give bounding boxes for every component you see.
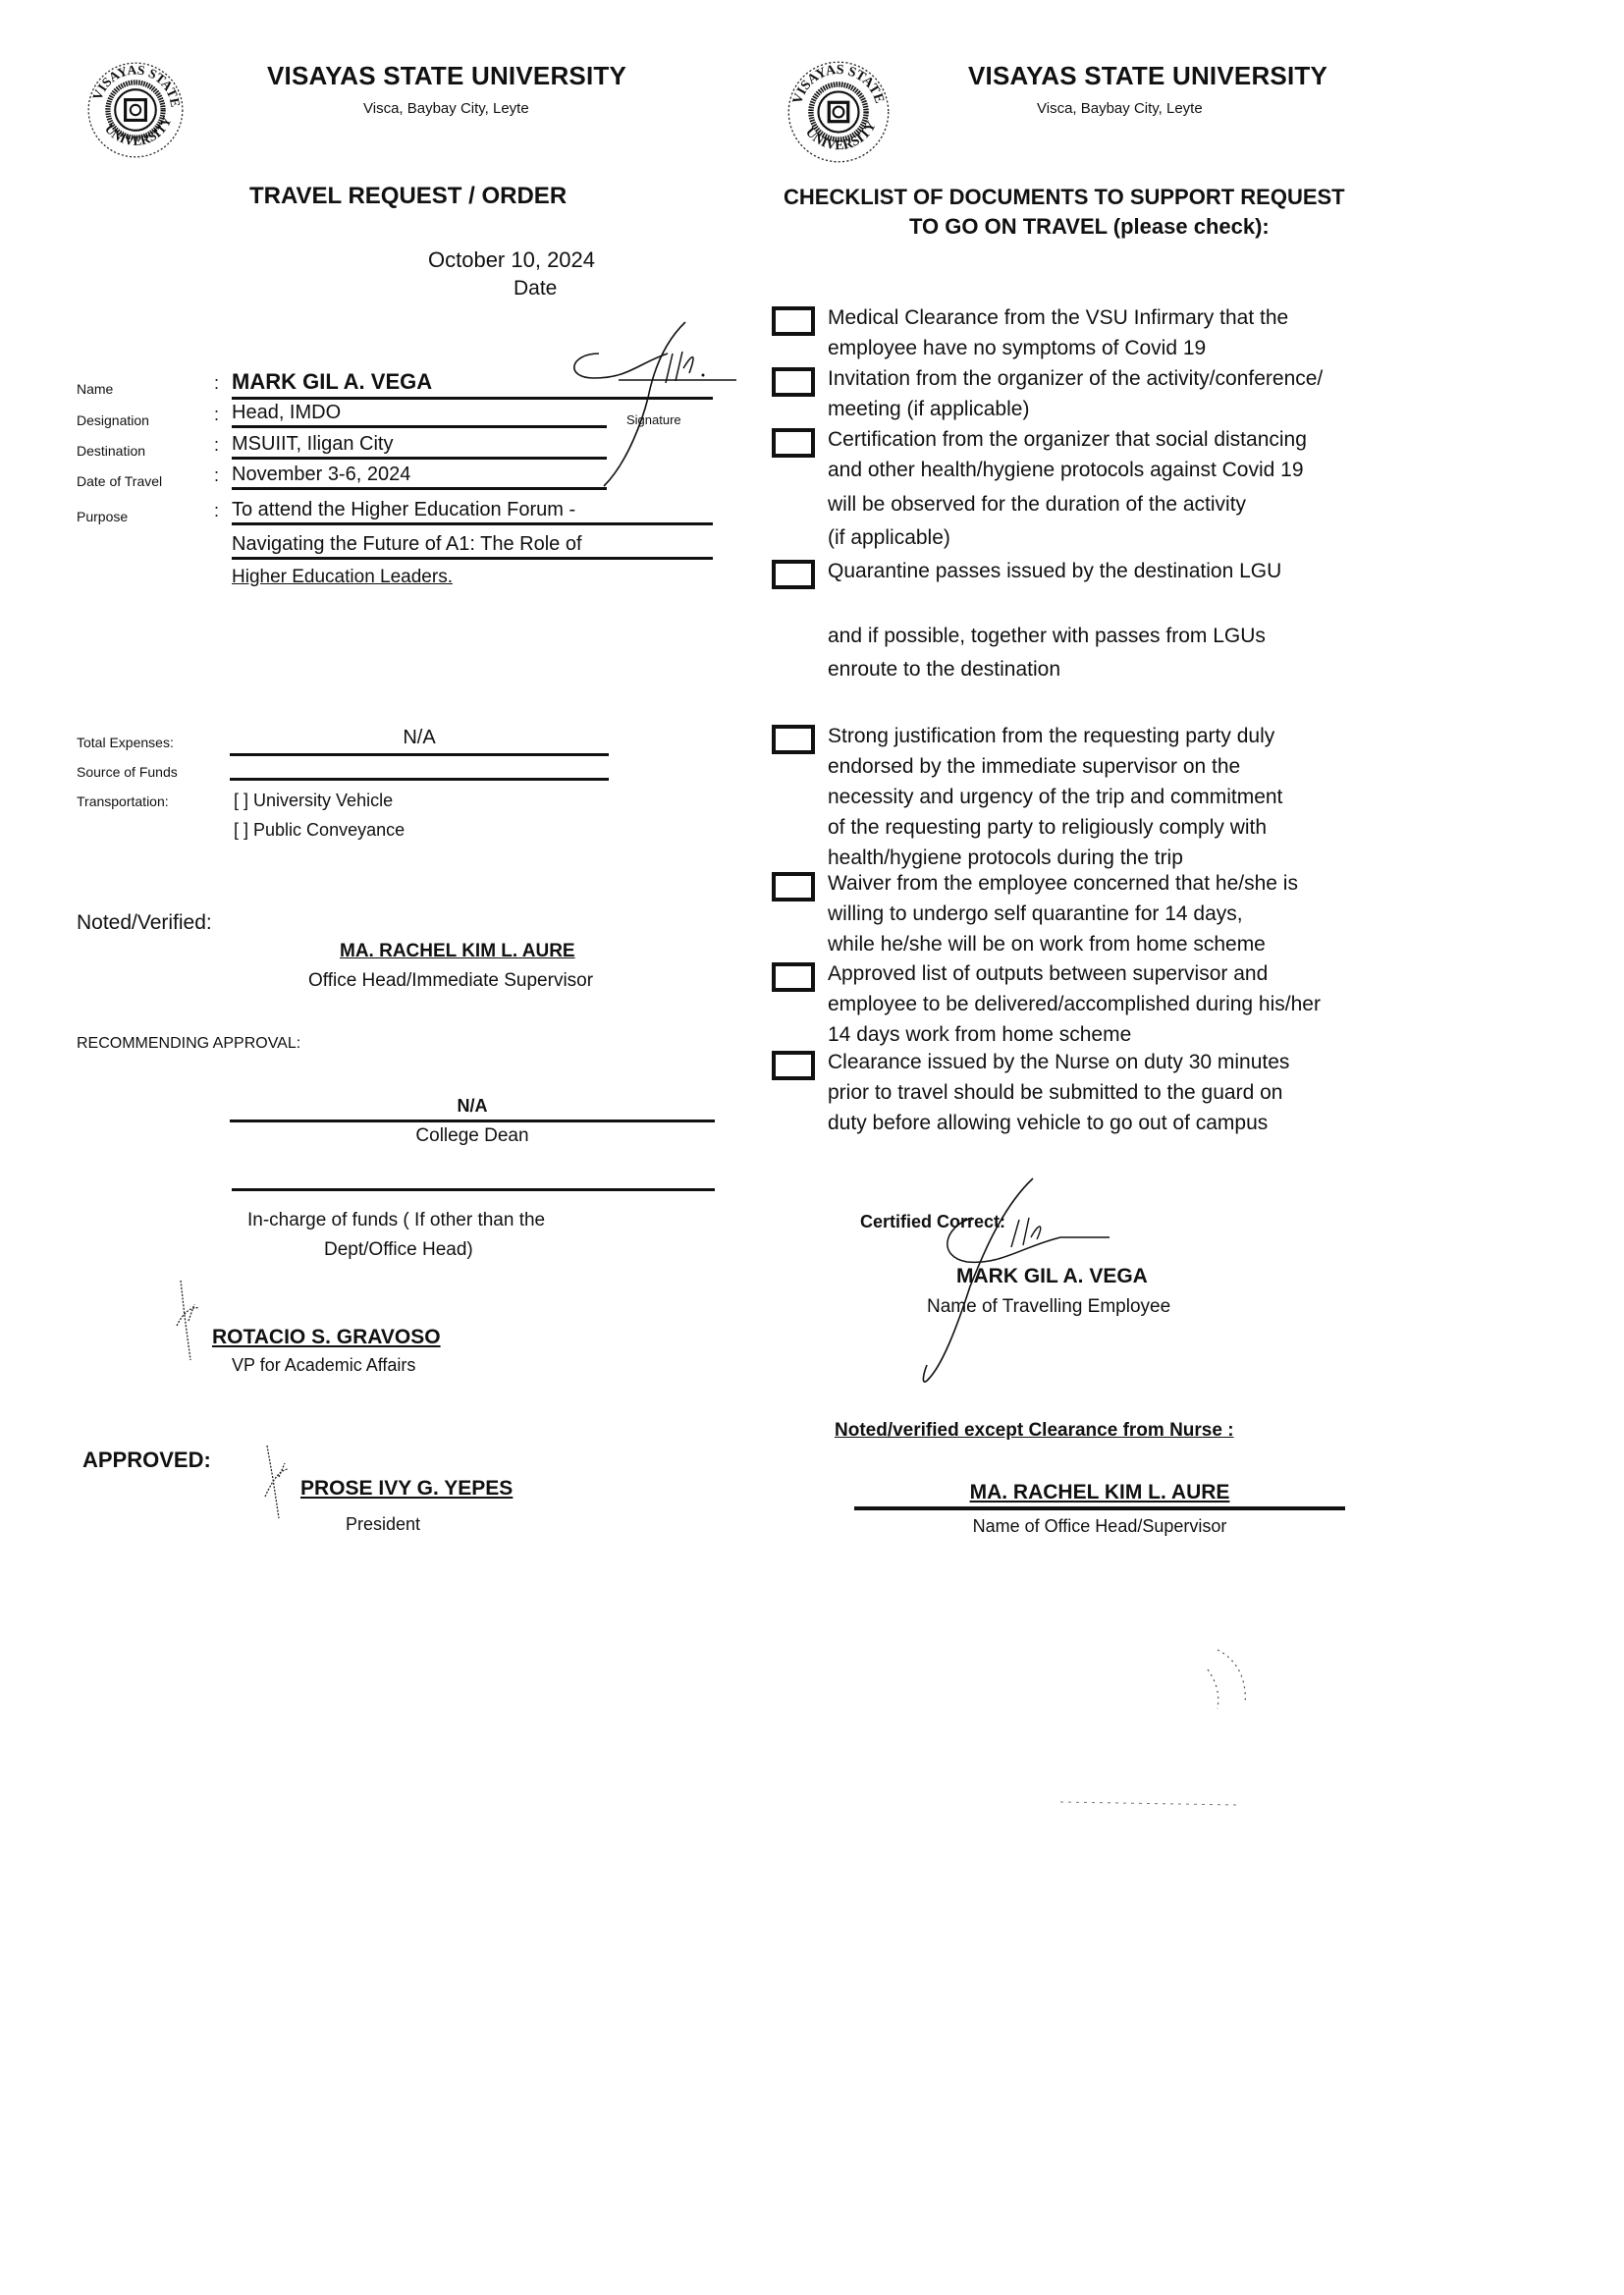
svg-text:VISAYAS STATE: VISAYAS STATE: [789, 62, 888, 106]
destination-field[interactable]: MSUIIT, Iligan City: [232, 433, 607, 460]
checklist-item-text: Approved list of outputs between supervisor and: [828, 962, 1269, 985]
date-label: Date: [514, 277, 558, 300]
noted-except-nurse-label: Noted/verified except Clearance from Nurse :: [835, 1420, 1234, 1441]
president-name: PROSE IVY G. YEPES: [300, 1477, 514, 1500]
form-title: TRAVEL REQUEST / ORDER: [249, 183, 568, 209]
college-dean-title: College Dean: [415, 1125, 529, 1146]
funds-in-charge-label-1: In-charge of funds ( If other than the: [247, 1210, 546, 1230]
checklist-checkbox[interactable]: [772, 1051, 815, 1080]
noted-verified-label: Noted/Verified:: [77, 911, 212, 934]
checklist-title-line-1: CHECKLIST OF DOCUMENTS TO SUPPORT REQUEST: [784, 185, 1345, 209]
svg-text:UNIVERSITY: UNIVERSITY: [802, 118, 880, 154]
office-head-signature-block: [854, 1481, 1345, 1537]
checklist-item-text: Clearance issued by the Nurse on duty 30 minutes: [828, 1051, 1290, 1073]
university-seal-logo: [84, 59, 187, 161]
designation-field[interactable]: Head, IMDO: [232, 402, 607, 428]
checklist-item-text: will be observed for the duration of the activity: [828, 493, 1247, 516]
checklist-item-text: prior to travel should be submitted to the guard on: [828, 1081, 1283, 1104]
checkbox-bracket[interactable]: [ ]: [234, 791, 249, 810]
designation-label: Designation: [77, 412, 149, 428]
noted-supervisor-name: MA. RACHEL KIM L. AURE: [340, 941, 575, 961]
checklist-item-text: endorsed by the immediate supervisor on the: [828, 755, 1241, 778]
checklist-item-text: and if possible, together with passes from LGUs: [828, 625, 1266, 647]
checklist-title-line-2: TO GO ON TRAVEL (please check):: [909, 214, 1270, 239]
checklist-item-text: and other health/hygiene protocols against Covid 19: [828, 459, 1304, 481]
transportation-label: Transportation:: [77, 793, 169, 809]
vp-name: ROTACIO S. GRAVOSO: [212, 1326, 441, 1348]
date-of-travel-field[interactable]: November 3-6, 2024: [232, 464, 607, 490]
checklist-item-text: of the requesting party to religiously comply with: [828, 816, 1268, 839]
request-date: October 10, 2024: [428, 247, 596, 272]
source-of-funds-field[interactable]: [230, 758, 609, 781]
checklist-item-text: Certification from the organizer that social distancing: [828, 428, 1307, 451]
checkbox-bracket[interactable]: [ ]: [234, 820, 249, 840]
total-expenses-label: Total Expenses:: [77, 735, 174, 750]
colon: :: [214, 465, 220, 485]
checklist-item-text: Quarantine passes issued by the destination LGU: [828, 560, 1282, 582]
checklist-checkbox[interactable]: [772, 367, 815, 397]
transport-option-label: University Vehicle: [253, 791, 394, 810]
checklist-item-text: meeting (if applicable): [828, 398, 1030, 420]
vp-initial-signature: [169, 1277, 218, 1375]
college-dean-name: N/A: [230, 1096, 715, 1122]
funds-in-charge-label-2: Dept/Office Head): [324, 1239, 473, 1260]
checklist-item-text: Invitation from the organizer of the activity/conference/: [828, 367, 1324, 390]
transport-option-public-conveyance[interactable]: [234, 820, 405, 841]
checklist-checkbox[interactable]: [772, 872, 815, 902]
university-seal-logo: [785, 59, 892, 165]
colon: :: [214, 405, 220, 424]
checklist-checkbox[interactable]: [772, 725, 815, 754]
checklist-item-text: (if applicable): [828, 526, 950, 549]
date-of-travel-label: Date of Travel: [77, 473, 163, 489]
checklist-item-text: necessity and urgency of the trip and commitment: [828, 786, 1283, 808]
colon: :: [214, 501, 220, 520]
total-expenses-field[interactable]: N/A: [230, 727, 609, 756]
checklist-item-text: Medical Clearance from the VSU Infirmary that the: [828, 306, 1289, 329]
university-address: Visca, Baybay City, Leyte: [363, 100, 529, 117]
noted-supervisor-title: Office Head/Immediate Supervisor: [308, 970, 594, 991]
vp-title: VP for Academic Affairs: [232, 1355, 416, 1375]
checklist-item-text: while he/she will be on work from home scheme: [828, 933, 1266, 956]
checklist-checkbox[interactable]: [772, 962, 815, 992]
checklist-checkbox[interactable]: [772, 560, 815, 589]
colon: :: [214, 435, 220, 455]
checklist-item-text: Waiver from the employee concerned that he/she is: [828, 872, 1298, 895]
purpose-line-2[interactable]: Navigating the Future of A1: The Role of: [232, 533, 713, 560]
university-name: VISAYAS STATE UNIVERSITY: [968, 61, 1328, 90]
source-of-funds-label: Source of Funds: [77, 764, 178, 780]
checklist-item-text: duty before allowing vehicle to go out of campus: [828, 1112, 1269, 1134]
checklist-checkbox[interactable]: [772, 306, 815, 336]
purpose-label: Purpose: [77, 509, 129, 524]
office-head-title: Name of Office Head/Supervisor: [972, 1516, 1227, 1536]
checklist-item-text: employee have no symptoms of Covid 19: [828, 337, 1207, 359]
purpose-line-3[interactable]: Higher Education Leaders.: [232, 567, 453, 587]
certified-employee-title: Name of Travelling Employee: [927, 1296, 1171, 1317]
transport-option-university-vehicle[interactable]: [234, 791, 393, 811]
destination-label: Destination: [77, 443, 146, 459]
checklist-checkbox[interactable]: [772, 428, 815, 458]
purpose-line-1[interactable]: To attend the Higher Education Forum -: [232, 499, 713, 525]
checklist-item-text: willing to undergo self quarantine for 14 days,: [828, 902, 1243, 925]
checklist-item-text: health/hygiene protocols during the trip: [828, 847, 1183, 869]
funds-in-charge-signature-line: [232, 1188, 715, 1191]
recommending-approval-label: RECOMMENDING APPROVAL:: [77, 1035, 301, 1052]
signature-label: Signature: [626, 412, 681, 427]
checklist-item-text: 14 days work from home scheme: [828, 1023, 1132, 1046]
name-field[interactable]: MARK GIL A. VEGA: [232, 369, 713, 400]
certified-employee-name: MARK GIL A. VEGA: [956, 1265, 1148, 1287]
approved-label: APPROVED:: [82, 1448, 211, 1472]
certified-correct-label: Certified Correct:: [860, 1212, 1006, 1231]
name-label: Name: [77, 381, 114, 397]
president-title: President: [346, 1514, 421, 1534]
svg-text:UNIVERSITY: UNIVERSITY: [101, 114, 175, 149]
university-address: Visca, Baybay City, Leyte: [1037, 100, 1203, 117]
checklist-item-text: employee to be delivered/accomplished during his/her: [828, 993, 1321, 1015]
svg-text:VISAYAS STATE: VISAYAS STATE: [89, 62, 184, 109]
transport-option-label: Public Conveyance: [253, 820, 406, 840]
office-head-name: MA. RACHEL KIM L. AURE: [854, 1481, 1345, 1510]
colon: :: [214, 373, 220, 393]
checklist-item-text: enroute to the destination: [828, 658, 1061, 681]
faint-stamp-mark: [1041, 1630, 1257, 1827]
checklist-item-text: Strong justification from the requesting party duly: [828, 725, 1275, 747]
university-name: VISAYAS STATE UNIVERSITY: [267, 61, 627, 90]
